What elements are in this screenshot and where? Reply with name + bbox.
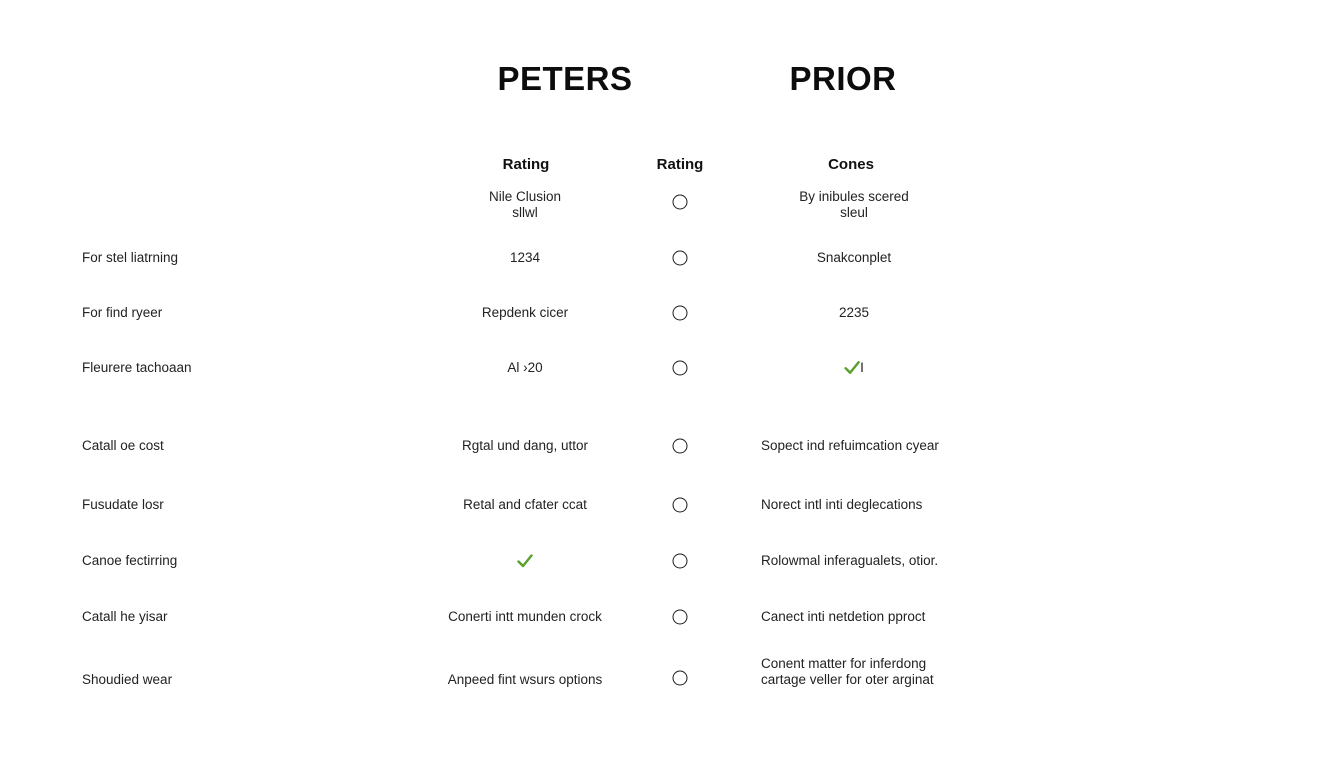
header-row-c1-line2: sllwl [512, 205, 538, 220]
rating-radio[interactable] [673, 361, 688, 376]
row-c3-check [844, 360, 864, 376]
row-label: Fusudate losr [82, 497, 164, 512]
header-row-c3-line2: sleul [840, 205, 868, 220]
rating-radio[interactable] [673, 498, 688, 513]
row-c1-value: Al ›20 [507, 360, 543, 375]
column-header-cones: Cones [828, 156, 874, 173]
row-c1-value: Retal and cfater ccat [463, 497, 587, 512]
row-c1-value: Anpeed fint wsurs options [447, 672, 603, 687]
row-c1-value: Rgtal und dang, uttor [461, 438, 589, 453]
row-c3-value: Snakconplet [816, 250, 892, 265]
column-header-rating-1: Rating [502, 156, 550, 173]
row-c1-value: Conerti intt munden crock [448, 609, 602, 624]
row-c1-value: 1234 [509, 250, 541, 265]
row-c3-line1: Conent matter for inferdong [761, 656, 927, 671]
row-label: For stel liatrning [82, 250, 179, 265]
header-row-c3-line1: By inibules scered [799, 189, 909, 204]
header-row-c3 [799, 189, 909, 221]
rating-radio[interactable] [673, 439, 688, 454]
row-label: Fleurere tachoaan [82, 360, 192, 375]
row-c1-value: Repdenk cicer [481, 305, 569, 320]
row-c3-value: Rolowmal inferagualets, otior. [761, 553, 939, 568]
heading-prior: PRIOR [789, 60, 897, 97]
row-label: For find ryeer [82, 305, 163, 320]
row-c3-value: Sopect ind refuimcation cyear [761, 438, 939, 453]
check-icon [517, 554, 533, 568]
row-label: Canoe fectirring [82, 553, 178, 568]
header-row-c1 [489, 189, 561, 221]
row-label: Shoudied wear [82, 672, 173, 687]
row-c1-check [517, 553, 533, 569]
row-c3-value: Norect intl inti deglecations [761, 497, 923, 512]
row-label: Catall oe cost [82, 438, 164, 453]
heading-peters: PETERS [497, 60, 633, 97]
row-c3-value: 2235 [838, 305, 870, 320]
rating-radio[interactable] [673, 306, 688, 321]
column-header-rating-2: Rating [656, 156, 704, 173]
row-c3-value: Canect inti netdetion pproct [761, 609, 926, 624]
check-icon [844, 361, 860, 375]
row-c3-value [761, 656, 934, 688]
rating-radio[interactable] [673, 251, 688, 266]
rating-radio-header[interactable] [673, 195, 688, 210]
header-row-c1-line1: Nile Clusion [488, 189, 562, 204]
row-c3-suffix: I [860, 360, 864, 376]
row-c3-line2: cartage veller for oter arginat [761, 672, 934, 687]
rating-radio[interactable] [673, 554, 688, 569]
rating-radio[interactable] [673, 610, 688, 625]
rating-radio[interactable] [673, 671, 688, 686]
row-label: Catall he yisar [82, 609, 168, 624]
